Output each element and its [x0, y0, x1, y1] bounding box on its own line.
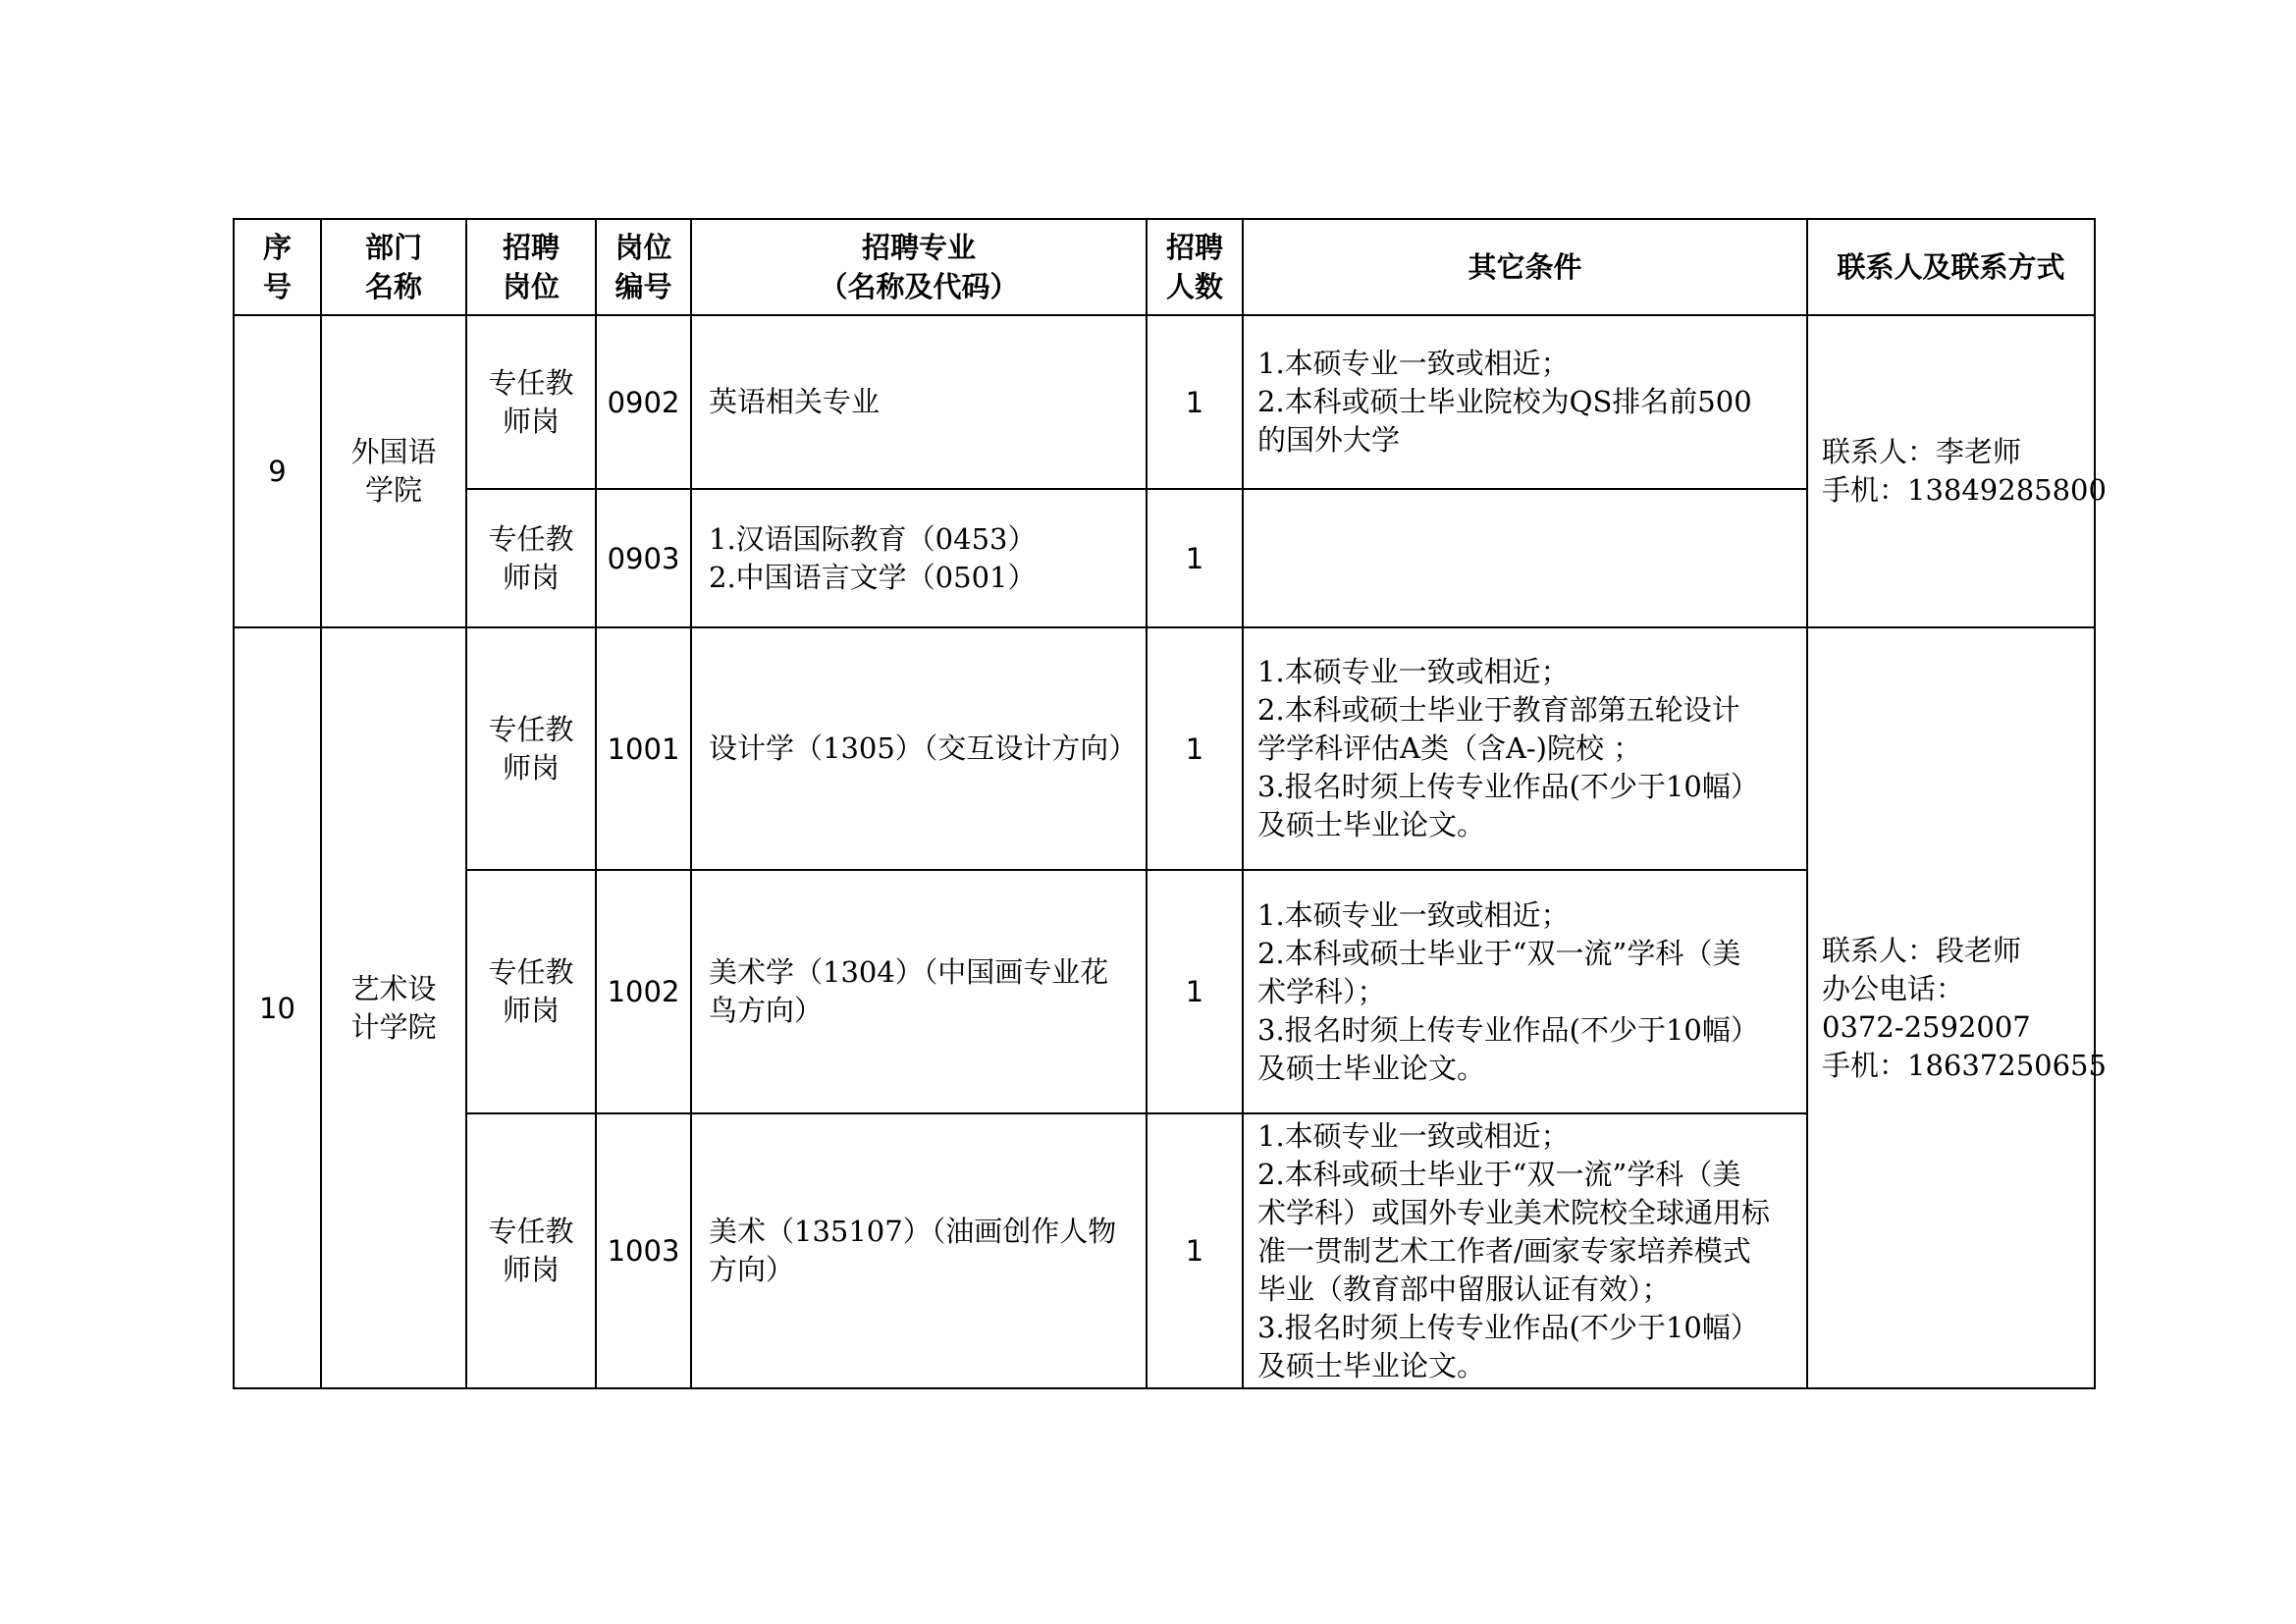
count-cell: 1: [1147, 870, 1243, 1113]
count-cell: 1: [1147, 489, 1243, 627]
header-row: [234, 219, 2095, 315]
table-row: [234, 315, 2095, 489]
major-cell: 1.汉语国际教育（0453） 2.中国语言文学（0501）: [691, 489, 1147, 627]
major-cell: 美术（135107）（油画创作人物 方向）: [691, 1113, 1147, 1388]
header-major: 招聘专业 （名称及代码）: [691, 219, 1147, 315]
code-cell: 0903: [596, 489, 691, 627]
code-cell: 1001: [596, 627, 691, 870]
code-cell: 1002: [596, 870, 691, 1113]
conditions-cell: 1.本硕专业一致或相近； 2.本科或硕士毕业院校为QS排名前500 的国外大学: [1243, 315, 1807, 489]
code-cell: 0902: [596, 315, 691, 489]
contact-cell: 联系人：李老师 手机：13849285800: [1807, 315, 2095, 627]
contact-cell: 联系人：段老师 办公电话： 0372-2592007 手机：18637250655: [1807, 627, 2095, 1388]
conditions-cell: [1243, 489, 1807, 627]
conditions-cell: 1.本硕专业一致或相近； 2.本科或硕士毕业于“双一流”学科（美 术学科）； 3.报名时须上传专业作品(不少于10幅） 及硕士毕业论文。: [1243, 870, 1807, 1113]
count-cell: 1: [1147, 315, 1243, 489]
header-dept: 部门 名称: [321, 219, 466, 315]
code-cell: 1003: [596, 1113, 691, 1388]
major-cell: 英语相关专业: [691, 315, 1147, 489]
position-cell: 专任教 师岗: [466, 870, 596, 1113]
seq-cell: 10: [234, 627, 321, 1388]
count-cell: 1: [1147, 627, 1243, 870]
dept-cell: 艺术设 计学院: [321, 627, 466, 1388]
seq-cell: 9: [234, 315, 321, 627]
conditions-cell: 1.本硕专业一致或相近； 2.本科或硕士毕业于“双一流”学科（美 术学科）或国外专业美术院校全球通用标 准一贯制艺术工作者/画家专家培养模式 毕业（教育部中留服认证有效）； 3.报名时须上传专业作品(不少于10幅） 及硕士毕业论文。: [1243, 1113, 1807, 1388]
header-conditions: 其它条件: [1243, 219, 1807, 315]
conditions-cell: 1.本硕专业一致或相近； 2.本科或硕士毕业于教育部第五轮设计 学学科评估A类（含A-)院校 ； 3.报名时须上传专业作品(不少于10幅） 及硕士毕业论文。: [1243, 627, 1807, 870]
major-cell: 设计学（1305）（交互设计方向）: [691, 627, 1147, 870]
recruitment-table: [233, 218, 2107, 1389]
header-code: 岗位 编号: [596, 219, 691, 315]
table-row: [234, 627, 2095, 870]
header-count: 招聘 人数: [1147, 219, 1243, 315]
header-position: 招聘 岗位: [466, 219, 596, 315]
position-cell: 专任教 师岗: [466, 489, 596, 627]
dept-cell: 外国语 学院: [321, 315, 466, 627]
count-cell: 1: [1147, 1113, 1243, 1388]
header-contact: 联系人及联系方式: [1807, 219, 2095, 315]
position-cell: 专任教 师岗: [466, 1113, 596, 1388]
major-cell: 美术学（1304）（中国画专业花 鸟方向）: [691, 870, 1147, 1113]
header-seq: 序 号: [234, 219, 321, 315]
position-cell: 专任教 师岗: [466, 315, 596, 489]
position-cell: 专任教 师岗: [466, 627, 596, 870]
